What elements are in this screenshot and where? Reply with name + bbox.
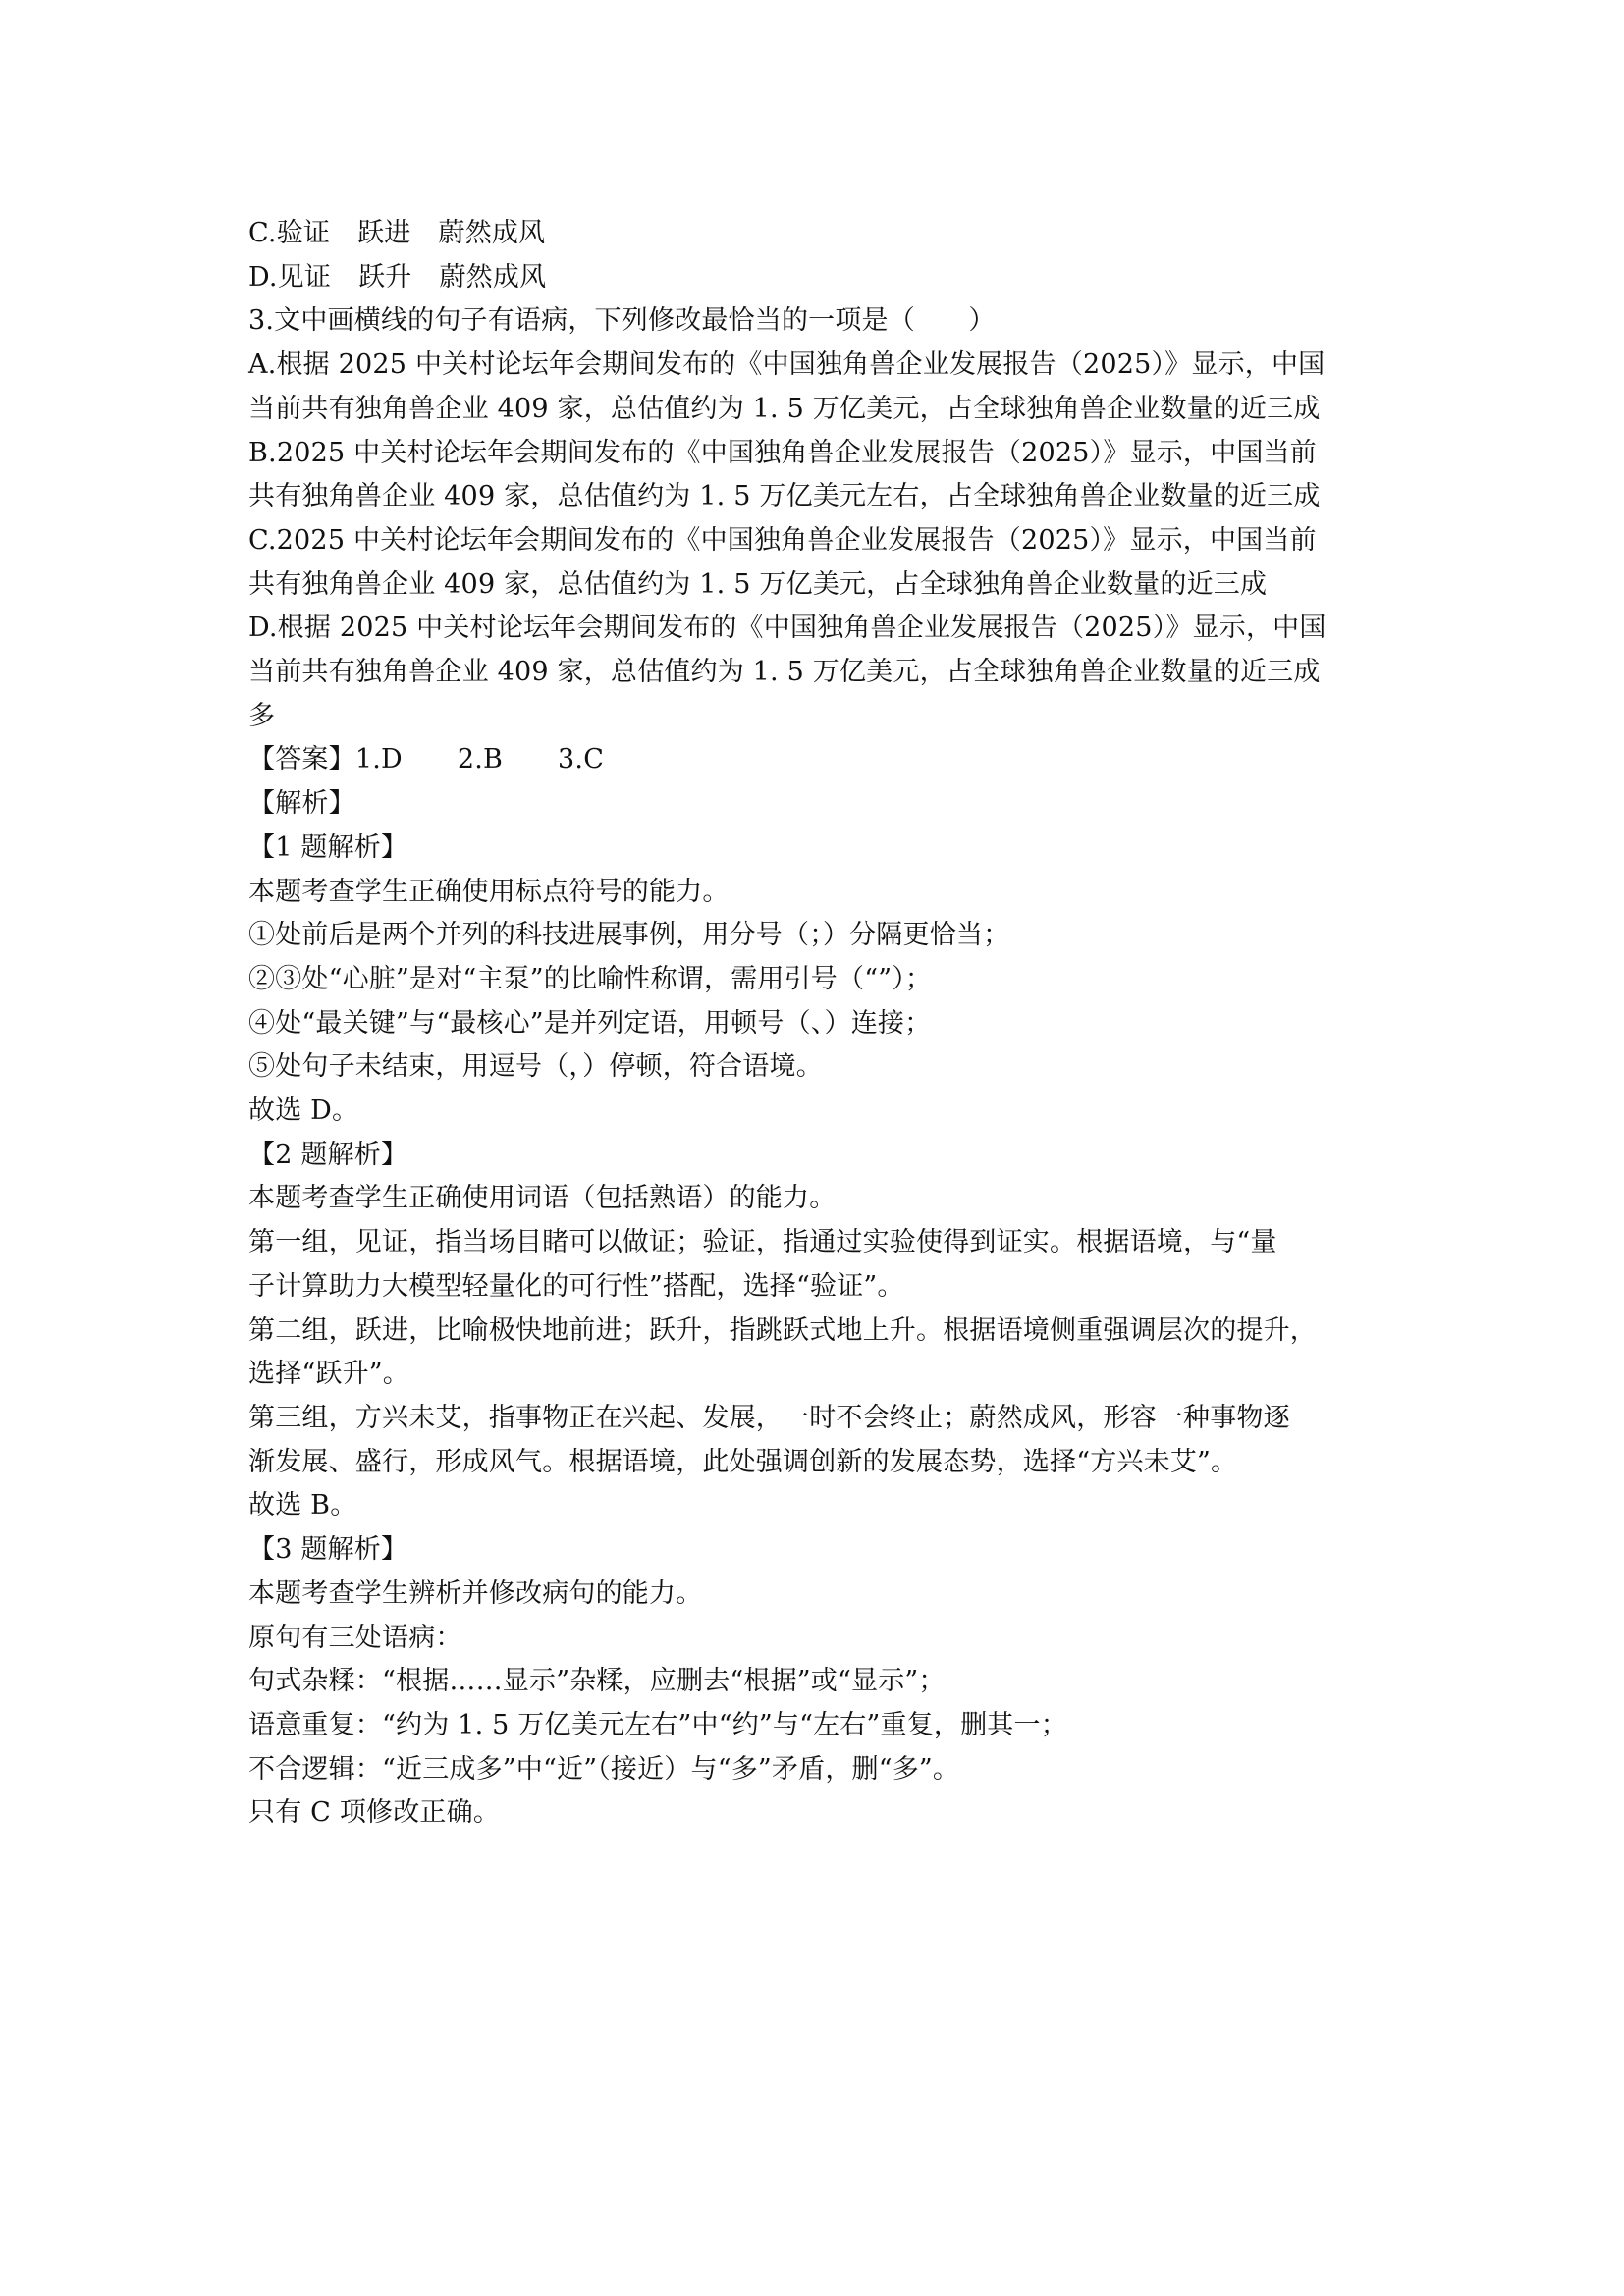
q3-option-b-line-1: B.2025 中关村论坛年会期间发布的《中国独角兽企业发展报告（2025）》显示，中国当前 bbox=[248, 437, 1317, 468]
section-3-line: 不合逻辑：“近三成多”中“近”（接近）与“多”矛盾，删“多”。 bbox=[248, 1753, 960, 1785]
section-2-line: 本题考查学生正确使用词语（包括熟语）的能力。 bbox=[248, 1183, 837, 1214]
option-d bbox=[248, 256, 1387, 300]
section-1-line: 本题考查学生正确使用标点符号的能力。 bbox=[248, 876, 730, 907]
document-page bbox=[248, 212, 1387, 1836]
answer-value: 2.B bbox=[457, 744, 504, 775]
section-1-line: 故选 D。 bbox=[248, 1095, 359, 1127]
section-2-line: 选择“跃升”。 bbox=[248, 1359, 410, 1390]
answer-line bbox=[248, 738, 1387, 782]
option-word: 蔚然成风 bbox=[439, 261, 547, 293]
section-2-line: 子计算助力大模型轻量化的可行性”搭配，选择“验证”。 bbox=[248, 1270, 904, 1302]
question-3-stem: 3.文中画横线的句子有语病，下列修改最恰当的一项是（ ） bbox=[248, 305, 996, 337]
q3-option-d-line-1: D.根据 2025 中关村论坛年会期间发布的《中国独角兽企业发展报告（2025）》显示，中国 bbox=[248, 613, 1326, 644]
section-1-line: ⑤处句子未结束，用逗号（，）停顿，符合语境。 bbox=[248, 1051, 823, 1083]
section-2-line: 第二组，跃进，比喻极快地前进；跃升，指跳跃式地上升。根据语境侧重强调层次的提升， bbox=[248, 1314, 1317, 1346]
answer-label: 【答案】 bbox=[248, 744, 355, 775]
q3-option-a-line-1: A.根据 2025 中关村论坛年会期间发布的《中国独角兽企业发展报告（2025）》显示，中国 bbox=[248, 349, 1326, 381]
option-word: 跃进 bbox=[357, 218, 411, 248]
option-c bbox=[248, 212, 1387, 256]
section-2-line: 第一组，见证，指当场目睹可以做证；验证，指通过实验使得到证实。根据语境，与“量 bbox=[248, 1227, 1277, 1258]
option-word: 验证 bbox=[276, 218, 331, 248]
q3-option-a-line-2: 当前共有独角兽企业 409 家，总估值约为 1. 5 万亿美元，占全球独角兽企业数量的近三成 bbox=[248, 393, 1321, 424]
answer-value: 1.D bbox=[354, 744, 403, 775]
section-2-line: 第三组，方兴未艾，指事物正在兴起、发展，一时不会终止；蔚然成风，形容一种事物逐 bbox=[248, 1402, 1290, 1433]
section-3-line: 只有 C 项修改正确。 bbox=[248, 1797, 501, 1829]
q3-option-d-line-2: 当前共有独角兽企业 409 家，总估值约为 1. 5 万亿美元，占全球独角兽企业数量的近三成 bbox=[248, 657, 1321, 688]
section-1-heading: 【1 题解析】 bbox=[248, 831, 408, 863]
section-1-line: ④处“最关键”与“最核心”是并列定语，用顿号（、）连接； bbox=[248, 1007, 932, 1039]
section-3-line: 语意重复：“约为 1. 5 万亿美元左右”中“约”与“左右”重复，删其一； bbox=[248, 1709, 1067, 1740]
section-2-line: 渐发展、盛行，形成风气。根据语境，此处强调创新的发展态势，选择“方兴未艾”。 bbox=[248, 1446, 1238, 1477]
option-word: 见证 bbox=[277, 261, 332, 293]
q3-option-b-line-2: 共有独角兽企业 409 家，总估值约为 1. 5 万亿美元左右，占全球独角兽企业数量的近三成 bbox=[248, 481, 1321, 512]
section-1-line: ②③处“心脏”是对“主泵”的比喻性称谓，需用引号（“”）； bbox=[248, 963, 933, 994]
section-2-line: 故选 B。 bbox=[248, 1490, 357, 1522]
section-3-line: 句式杂糅：“根据……显示”杂糅，应删去“根据”或“显示”； bbox=[248, 1666, 946, 1697]
section-3-line: 原句有三处语病： bbox=[248, 1622, 462, 1653]
option-word: 蔚然成风 bbox=[438, 218, 546, 248]
section-1-line: ①处前后是两个并列的科技进展事例，用分号（；）分隔更恰当； bbox=[248, 920, 1010, 951]
option-label: D. bbox=[248, 261, 278, 293]
answer-value: 3.C bbox=[558, 744, 605, 775]
q3-option-d-line-3: 多 bbox=[248, 700, 276, 731]
section-2-heading: 【2 题解析】 bbox=[248, 1139, 408, 1170]
q3-option-c-line-1: C.2025 中关村论坛年会期间发布的《中国独角兽企业发展报告（2025）》显示，中国当前 bbox=[248, 524, 1317, 556]
option-word: 跃升 bbox=[358, 261, 412, 293]
section-3-line: 本题考查学生辨析并修改病句的能力。 bbox=[248, 1577, 703, 1609]
option-label: C. bbox=[248, 218, 277, 248]
analysis-heading: 【解析】 bbox=[248, 788, 355, 820]
q3-option-c-line-2: 共有独角兽企业 409 家，总估值约为 1. 5 万亿美元，占全球独角兽企业数量的近三成 bbox=[248, 568, 1268, 600]
section-3-heading: 【3 题解析】 bbox=[248, 1534, 408, 1566]
